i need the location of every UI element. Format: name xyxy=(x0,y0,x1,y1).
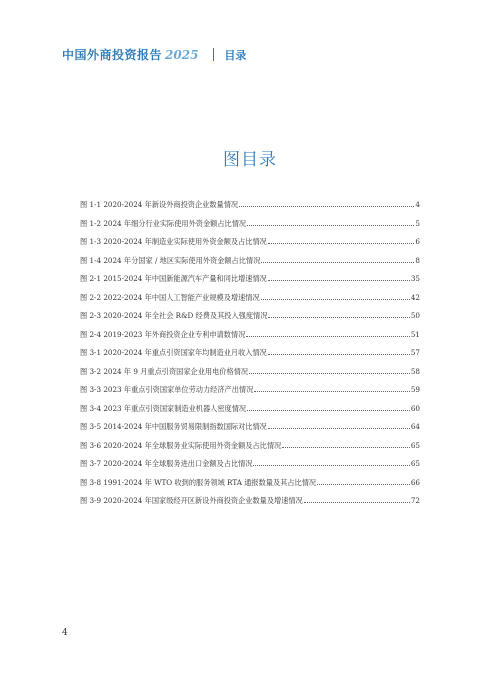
figure-list-item[interactable] xyxy=(80,311,420,330)
figure-list-item[interactable] xyxy=(80,293,420,312)
figure-entry-page: 8 xyxy=(415,255,420,265)
figure-entry-page: 42 xyxy=(410,292,420,302)
figure-entry-page: 5 xyxy=(415,218,420,228)
figure-entry-label: 图 1-3 2020-2024 年制造业实际使用外资金额及占比情况 xyxy=(80,237,267,246)
dot-leader xyxy=(261,257,414,263)
dot-leader xyxy=(247,220,414,226)
figure-entry-page: 60 xyxy=(410,403,420,413)
dot-leader xyxy=(268,312,409,318)
dot-leader xyxy=(239,201,414,207)
figure-list-item[interactable] xyxy=(80,496,420,515)
figure-list-item[interactable] xyxy=(80,348,420,367)
running-header xyxy=(62,46,246,63)
dot-leader xyxy=(249,368,410,374)
figure-list-item[interactable] xyxy=(80,367,420,386)
figure-entry-label: 图 1-2 2024 年细分行业实际使用外资金额占比情况 xyxy=(80,218,247,228)
figure-entry-label: 图 2-4 2019-2023 年外商投资企业专利申请数情况 xyxy=(80,329,246,339)
figure-entry-page: 72 xyxy=(410,496,420,505)
figure-entry-page: 65 xyxy=(410,440,420,450)
figure-entry-label: 图 3-4 2023 年重点引资国家制造业机器人密度情况 xyxy=(80,403,247,413)
figure-entry-page: 6 xyxy=(415,237,420,246)
dot-leader xyxy=(253,460,409,466)
dot-leader xyxy=(268,423,410,429)
figure-entry-page: 35 xyxy=(410,274,420,283)
dot-leader xyxy=(317,479,410,485)
dot-leader xyxy=(282,442,410,448)
dot-leader xyxy=(268,238,415,244)
figure-list-item[interactable] xyxy=(80,219,420,238)
figure-entry-page: 51 xyxy=(410,329,420,339)
figure-entry-page: 58 xyxy=(410,366,420,376)
figure-entry-label: 图 2-2 2022-2024 年中国人工智能产业规模及增速情况 xyxy=(80,292,260,302)
figure-entry-page: 65 xyxy=(410,459,420,468)
dot-leader xyxy=(268,349,410,355)
figure-entry-page: 57 xyxy=(410,348,420,357)
book-title: 中国外商投资报告 xyxy=(62,48,163,62)
dot-leader xyxy=(304,497,410,503)
figure-entry-label: 图 1-4 2024 年分国家 / 地区实际使用外资金额占比情况 xyxy=(80,255,261,265)
figure-list-item[interactable] xyxy=(80,256,420,275)
figure-entry-label: 图 3-5 2014-2024 年中国服务贸易限制指数国际对比情况 xyxy=(80,422,267,431)
figure-list-item[interactable] xyxy=(80,422,420,441)
figure-entry-label: 图 2-3 2020-2024 年全社会 R&D 经费及其投入强度情况 xyxy=(80,311,268,320)
figure-entry-label: 图 3-9 2020-2024 年国家级经开区新设外商投资企业数量及增速情况 xyxy=(80,496,303,505)
figure-entry-label: 图 3-3 2023 年重点引资国家单位劳动力经济产出情况 xyxy=(80,385,254,394)
figure-list-item[interactable] xyxy=(80,478,420,497)
header-divider xyxy=(213,48,214,61)
figure-entry-page: 4 xyxy=(415,200,420,209)
figure-list-item[interactable] xyxy=(80,385,420,404)
dot-leader xyxy=(247,405,410,411)
figure-list-item[interactable] xyxy=(80,200,420,219)
figure-entry-label: 图 3-6 2020-2024 年全球服务业实际使用外资金额及占比情况 xyxy=(80,440,282,450)
book-year: 2025 xyxy=(165,47,199,62)
figure-entry-page: 59 xyxy=(410,385,420,394)
figure-list-item[interactable] xyxy=(80,330,420,349)
figure-entry-label: 图 1-1 2020-2024 年新设外商投资企业数量情况 xyxy=(80,200,239,209)
figure-entry-page: 64 xyxy=(410,422,420,431)
dot-leader xyxy=(261,294,410,300)
dot-leader xyxy=(268,275,410,281)
figure-list-item[interactable] xyxy=(80,404,420,423)
figure-entry-label: 图 2-1 2015-2024 年中国新能源汽车产量和同比增速情况 xyxy=(80,274,267,283)
figure-entry-label: 图 3-7 2020-2024 年全球服务进出口金额及占比情况 xyxy=(80,459,253,468)
dot-leader xyxy=(246,331,410,337)
dot-leader xyxy=(254,386,410,392)
figure-list-item[interactable] xyxy=(80,237,420,256)
page-number: 4 xyxy=(62,628,68,638)
figure-list-item[interactable] xyxy=(80,441,420,460)
page-title: 图目录 xyxy=(223,150,277,170)
figure-list-item[interactable] xyxy=(80,459,420,478)
section-label: 目录 xyxy=(224,48,247,62)
figure-entry-label: 图 3-1 2020-2024 年重点引资国家年均制造业月收入情况 xyxy=(80,348,267,357)
figure-list xyxy=(80,200,420,515)
figure-entry-page: 66 xyxy=(410,477,420,487)
figure-list-item[interactable] xyxy=(80,274,420,293)
figure-entry-label: 图 3-8 1991-2024 年 WTO 收到的服务领域 RTA 通报数量及其占比情况 xyxy=(80,477,317,487)
figure-entry-page: 50 xyxy=(410,311,420,320)
figure-entry-label: 图 3-2 2024 年 9 月重点引资国家企业用电价格情况 xyxy=(80,366,249,376)
